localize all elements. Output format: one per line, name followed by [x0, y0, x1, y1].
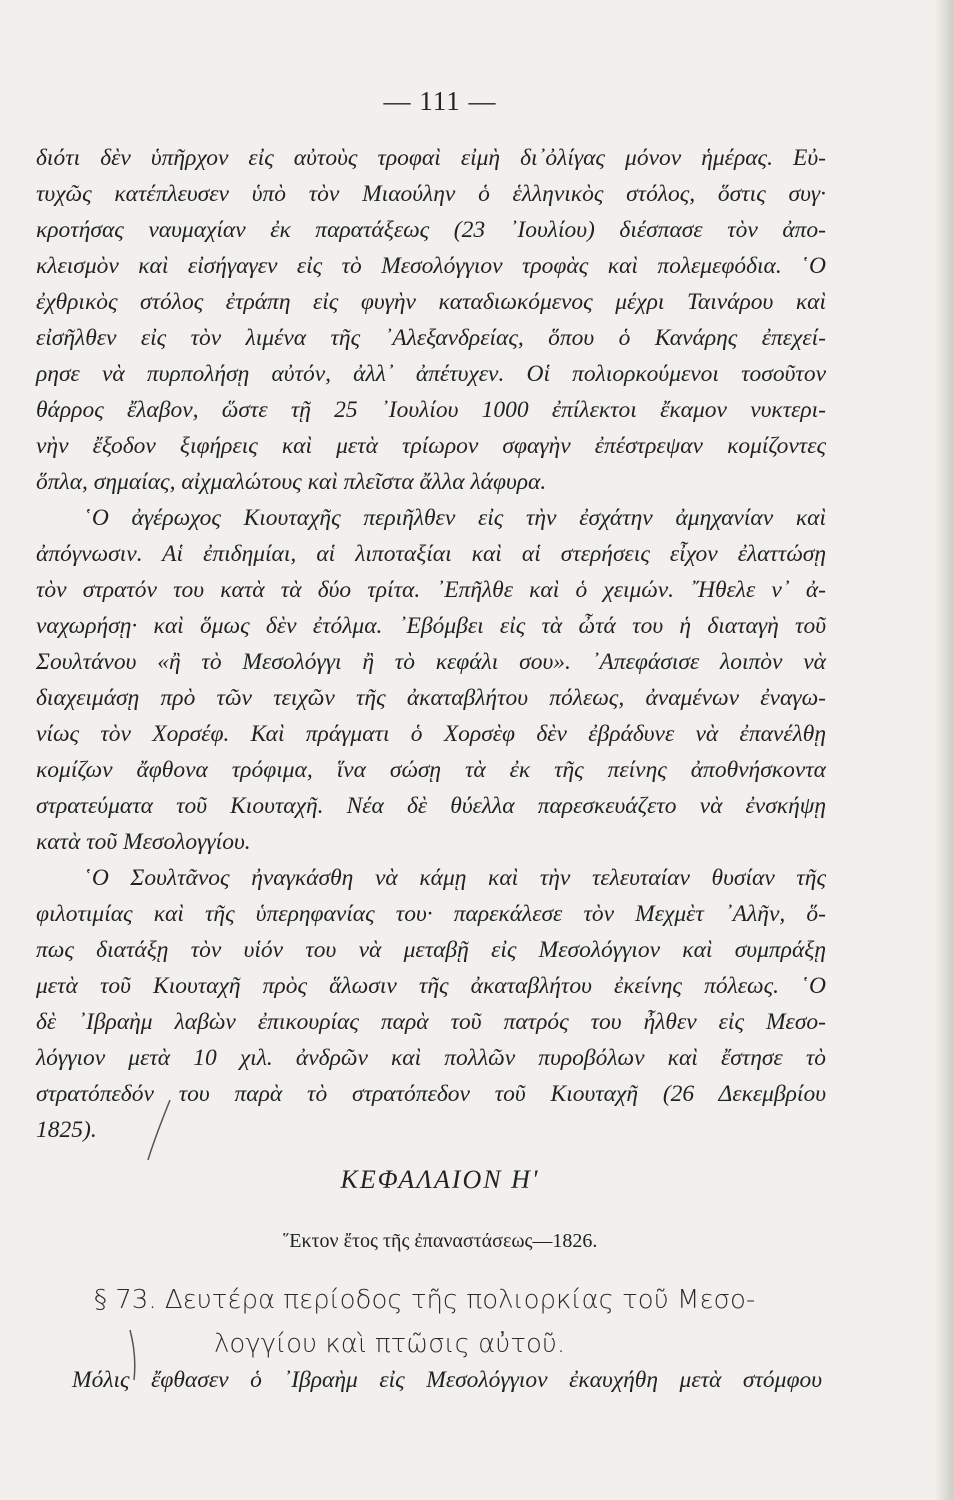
text-line: μετὰ τοῦ Κιουταχῆ πρὸς ἅλωσιν τῆς ἀκαταβλήτου ἐκείνης πόλεως. ῾Ο — [36, 973, 826, 999]
text-line: εἰσῆλθεν εἰς τὸν λιμένα τῆς ᾿Αλεξανδρείας, ὅπου ὁ Κανάρης ἐπεχεί- — [36, 325, 826, 351]
text-line: ρησε νὰ πυρπολήσῃ αὐτόν, ἀλλ᾽ ἀπέτυχεν. Οἱ πολιορκούμενοι τοσοῦτον — [36, 361, 826, 387]
text-line: λόγγιον μετὰ 10 χιλ. ἀνδρῶν καὶ πολλῶν πυροβόλων καὶ ἔστησε τὸ — [36, 1045, 826, 1071]
text-line: Μόλις ἔφθασεν ὁ ᾿Ιβραὴμ εἰς Μεσολόγγιον ἐκαυχήθη μετὰ στόμφου — [72, 1367, 822, 1393]
page-edge-shadow — [935, 0, 953, 1500]
text-line: δὲ ᾿Ιβραὴμ λαβὼν ἐπικουρίας παρὰ τοῦ πατρός του ἦλθεν εἰς Μεσο- — [36, 1009, 826, 1035]
text-line: κροτήσας ναυμαχίαν ἐκ παρατάξεως (23 ᾿Ιουλίου) διέσπασε τὸν ἀπο- — [36, 217, 826, 243]
text-line: κομίζων ἄφθονα τρόφιμα, ἵνα σώσῃ τὰ ἐκ τῆς πείνης ἀποθνήσκοντα — [36, 757, 826, 783]
section-title-line: λογγίου καὶ πτῶσις αὐτοῦ. — [214, 1329, 566, 1359]
section-title — [94, 1278, 794, 1366]
text-line: διότι δὲν ὑπῆρχον εἰς αὐτοὺς τροφαὶ εἰμὴ δι᾽ὀλίγας μόνον ἡμέρας. Εὐ- — [36, 145, 826, 171]
text-line: ἐχθρικὸς στόλος ἐτράπη εἰς φυγὴν καταδιωκόμενος μέχρι Ταινάρου καὶ — [36, 289, 826, 315]
text-line: ναχωρήσῃ· καὶ ὅμως δὲν ἐτόλμα. ᾿Εβόμβει εἰς τὰ ὦτά του ἡ διαταγὴ τοῦ — [36, 613, 826, 639]
body-text — [36, 140, 826, 1148]
text-line: ὅπλα, σημαίας, αἰχμαλώτους καὶ πλεῖστα ἄλλα λάφυρα. — [36, 469, 547, 495]
text-line: θάρρος ἔλαβον, ὥστε τῇ 25 ᾿Ιουλίου 1000 ἐπίλεκτοι ἔκαμον νυκτερι- — [36, 397, 826, 423]
text-line: κατὰ τοῦ Μεσολογγίου. — [36, 829, 251, 855]
text-line: Σουλτάνου «ἢ τὸ Μεσολόγγι ἢ τὸ κεφάλι σου». ᾿Απεφάσισε λοιπὸν νὰ — [36, 649, 826, 675]
text-line: διαχειμάσῃ πρὸ τῶν τειχῶν τῆς ἀκαταβλήτου πόλεως, ἀναμένων ἐναγω- — [36, 685, 826, 711]
pencil-mark — [118, 1100, 178, 1400]
text-line: τὸν στρατόν του κατὰ τὰ δύο τρίτα. ᾿Επῆλθε καὶ ὁ χειμών. ῎Ηθελε ν᾽ ἀ- — [36, 577, 826, 603]
text-line: στρατεύματα τοῦ Κιουταχῆ. Νέα δὲ θύελλα παρεσκευάζετο νὰ ἐνσκήψῃ — [36, 793, 826, 819]
text-line: πως διατάξῃ τὸν υἱόν του νὰ μεταβῇ εἰς Μεσολόγγιον καὶ συμπράξῃ — [36, 937, 826, 963]
text-line: ἀπόγνωσιν. Αἱ ἐπιδημίαι, αἱ λιποταξίαι καὶ αἱ στερήσεις εἶχον ἐλαττώσῃ — [36, 541, 826, 567]
text-line: τυχῶς κατέπλευσεν ὑπὸ τὸν Μιαούλην ὁ ἑλληνικὸς στόλος, ὅστις συγ· — [36, 181, 826, 207]
text-line: ῾Ο ἀγέρωχος Κιουταχῆς περιῆλθεν εἰς τὴν ἐσχάτην ἀμηχανίαν καὶ — [84, 505, 826, 531]
text-line: κλεισμὸν καὶ εἰσήγαγεν εἰς τὸ Μεσολόγγιον τροφὰς καὶ πολεμεφόδια. ῾Ο — [36, 253, 826, 279]
text-line: ῾Ο Σουλτᾶνος ἠναγκάσθη νὰ κάμῃ καὶ τὴν τελευταίαν θυσίαν τῆς — [84, 865, 826, 891]
chapter-title: ΚΕΦΑΛΑΙΟΝ Η' — [340, 1165, 540, 1194]
text-line: στρατόπεδόν του παρὰ τὸ στρατόπεδον τοῦ Κιουταχῆ (26 Δεκεμβρίου — [36, 1081, 826, 1107]
section-title-line: § 73. Δευτέρα περίοδος τῆς πολιορκίας τοῦ Μεσο- — [94, 1285, 756, 1315]
page-number: — 111 — — [383, 86, 497, 116]
text-line: νίως τὸν Χορσέφ. Καὶ πράγματι ὁ Χορσὲφ δὲν ἐβράδυνε νὰ ἐπανέλθῃ — [36, 721, 826, 747]
chapter-subtitle: ῞Εκτον ἔτος τῆς ἐπαναστάσεως—1826. — [282, 1230, 598, 1252]
text-line: νὴν ἔξοδον ξιφήρεις καὶ μετὰ τρίωρον σφαγὴν ἐπέστρεψαν κομίζοντες — [36, 433, 826, 459]
text-line: 1825). — [36, 1117, 97, 1143]
text-line: φιλοτιμίας καὶ τῆς ὑπερηφανίας του· παρεκάλεσε τὸν Μεχμὲτ ᾿Αλῆν, ὅ- — [36, 901, 826, 927]
